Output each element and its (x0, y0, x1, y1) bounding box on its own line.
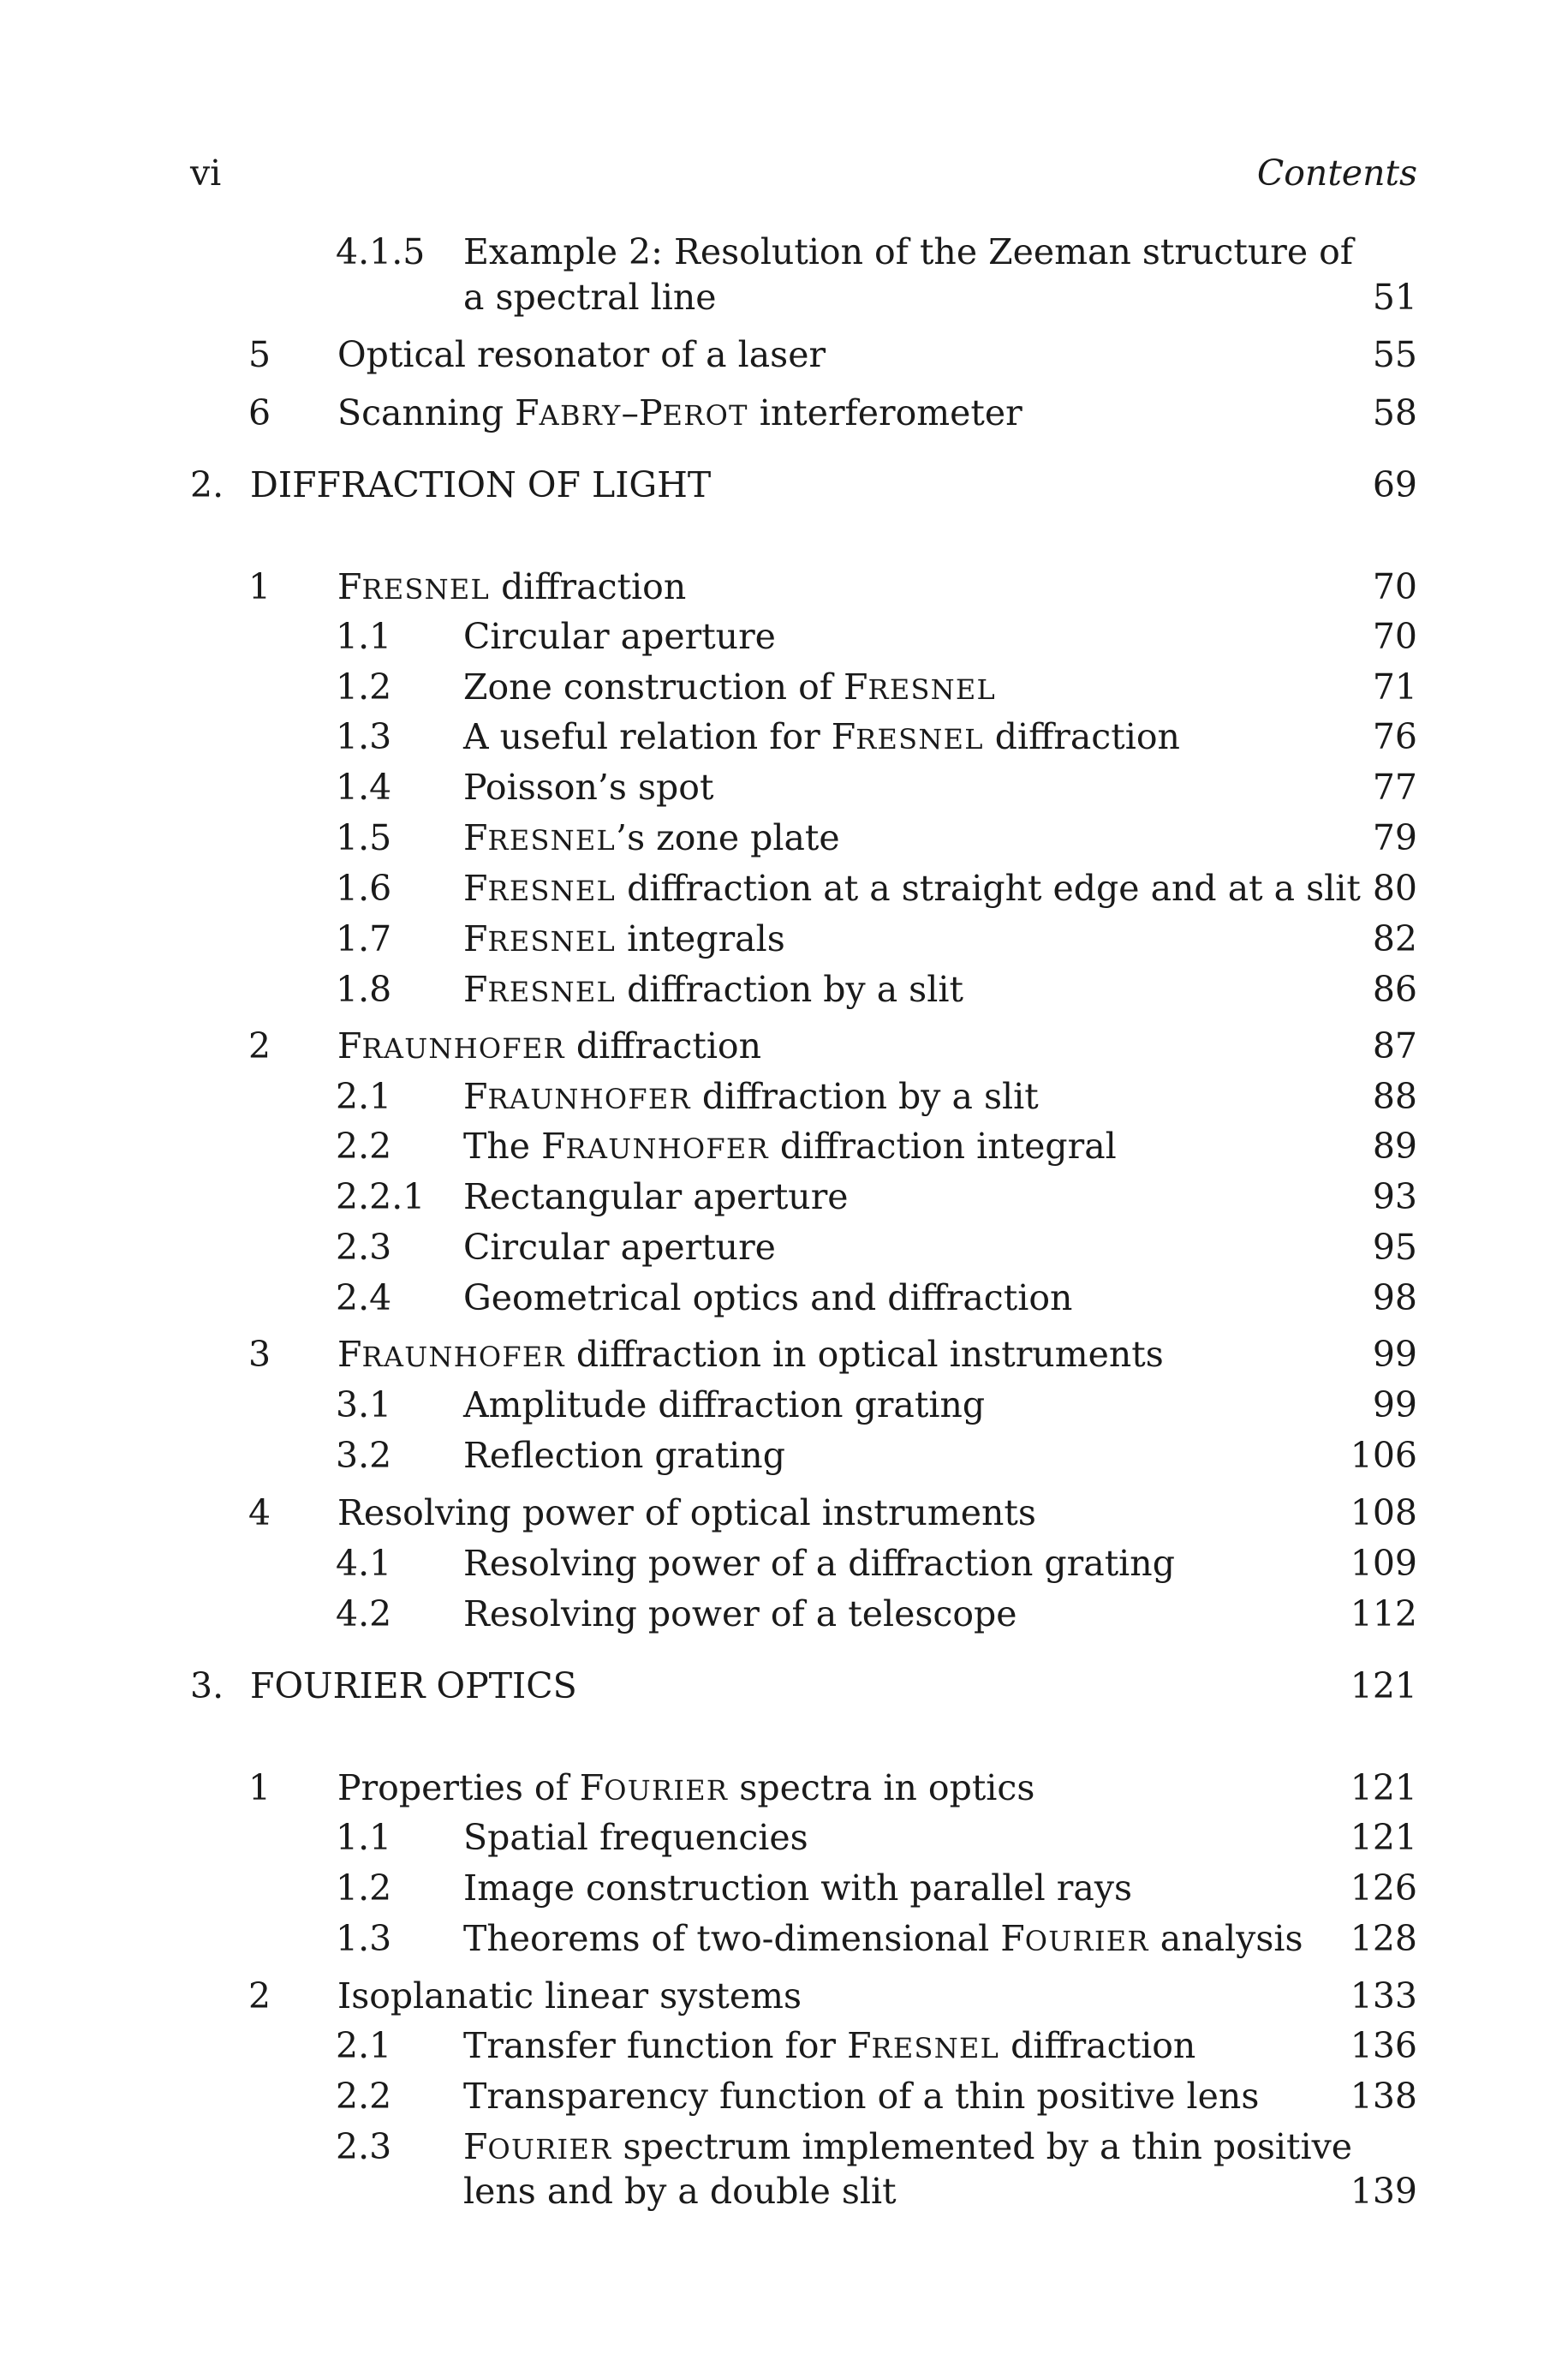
section-title (463, 716, 1180, 757)
section-number: 1.5 (336, 817, 392, 858)
page-number: 70 (1372, 566, 1417, 607)
section-title: DIFFRACTION OF LIGHT (250, 464, 712, 505)
section-title: Circular aperture (463, 616, 776, 657)
title-text: interferometer (748, 392, 1022, 433)
title-text: diffraction in optical instruments (564, 1334, 1164, 1375)
page-number: 71 (1372, 666, 1417, 708)
author-name: FOURIER (463, 2126, 612, 2167)
section-title (337, 566, 686, 607)
author-name: FRESNEL (337, 566, 491, 607)
page-number: 88 (1372, 1076, 1417, 1117)
section-number: 4.1 (336, 1543, 392, 1584)
title-text: spectrum implemented by a thin positive (611, 2126, 1353, 2167)
author-name: FRESNEL (463, 868, 617, 909)
section-number: 3. (190, 1665, 224, 1706)
title-text: Theorems of two-dimensional (463, 1918, 1001, 1959)
section-number: 1 (248, 566, 271, 607)
title-text: spectra in optics (728, 1767, 1035, 1808)
page-number: 69 (1372, 464, 1417, 505)
section-number: 1.6 (336, 868, 392, 909)
author-name: FABRY–PEROT (515, 392, 748, 433)
page-number: 95 (1372, 1227, 1417, 1268)
section-title (463, 918, 785, 959)
page-number: 121 (1350, 1817, 1417, 1858)
title-text: diffraction by a slit (616, 969, 963, 1010)
page-number: 77 (1372, 767, 1417, 808)
section-number: 2.3 (336, 2126, 392, 2167)
author-name: FRESNEL (847, 2025, 1000, 2066)
author-name: FRESNEL (463, 969, 617, 1010)
page-number: 76 (1372, 716, 1417, 757)
author-name: FRAUNHOFER (337, 1025, 565, 1067)
section-title (463, 1918, 1303, 1959)
section-title (337, 1025, 761, 1067)
page-number: 99 (1372, 1384, 1417, 1425)
section-title: Optical resonator of a laser (337, 334, 826, 375)
section-number: 1.2 (336, 666, 392, 708)
page-number: 99 (1372, 1334, 1417, 1375)
author-name: FOURIER (579, 1767, 729, 1808)
section-number: 5 (248, 334, 271, 375)
title-text: analysis (1148, 1918, 1303, 1959)
section-title-continuation: lens and by a double slit (463, 2171, 897, 2212)
section-number: 1.1 (336, 616, 392, 657)
section-number: 2.1 (336, 1076, 392, 1117)
section-title (463, 817, 840, 858)
page-number: 121 (1350, 1665, 1417, 1706)
page-number: 98 (1372, 1277, 1417, 1318)
running-head: Contents (1256, 152, 1417, 194)
section-title: Amplitude diffraction grating (463, 1384, 986, 1425)
section-title: Resolving power of optical instruments (337, 1492, 1036, 1533)
page-number: 82 (1372, 918, 1417, 959)
section-title: Geometrical optics and diffraction (463, 1277, 1073, 1318)
section-title: Poisson’s spot (463, 767, 714, 808)
section-title: Circular aperture (463, 1227, 776, 1268)
section-number: 1.4 (336, 767, 392, 808)
author-name: FOURIER (1000, 1918, 1149, 1959)
author-name: FRESNEL (831, 716, 984, 757)
section-number: 3 (248, 1334, 271, 1375)
author-name: FRESNEL (844, 666, 997, 708)
page-number: 70 (1372, 616, 1417, 657)
section-title: Reflection grating (463, 1435, 785, 1476)
section-number: 1.3 (336, 716, 392, 757)
author-name: FRAUNHOFER (541, 1126, 769, 1167)
section-number: 4.1.5 (336, 231, 426, 272)
section-number: 1 (248, 1767, 271, 1808)
section-title: Resolving power of a diffraction grating (463, 1543, 1175, 1584)
page-number: 58 (1372, 392, 1417, 433)
page-number: 87 (1372, 1025, 1417, 1067)
section-number: 1.7 (336, 918, 392, 959)
section-title (463, 2025, 1195, 2066)
title-text: diffraction (983, 716, 1180, 757)
section-title (463, 666, 996, 708)
title-text: diffraction integral (768, 1126, 1117, 1167)
section-title: FOURIER OPTICS (250, 1665, 577, 1706)
section-title: Rectangular aperture (463, 1176, 849, 1217)
section-number: 3.2 (336, 1435, 392, 1476)
title-text: diffraction at a straight edge and at a slit (616, 868, 1361, 909)
title-text: diffraction by a slit (690, 1076, 1039, 1117)
page-number: 51 (1372, 277, 1417, 318)
section-number: 1.2 (336, 1867, 392, 1909)
section-number: 2. (190, 464, 224, 505)
title-text: Zone construction of (463, 666, 844, 708)
section-title (463, 868, 1361, 909)
section-number: 2.2.1 (336, 1176, 426, 1217)
title-text: diffraction (490, 566, 687, 607)
title-text: The (463, 1126, 542, 1167)
page-number: 126 (1350, 1867, 1417, 1909)
title-text: Transfer function for (463, 2025, 848, 2066)
section-title: Isoplanatic linear systems (337, 1975, 802, 2017)
author-name: FRESNEL (463, 817, 617, 858)
section-title-continuation: a spectral line (463, 277, 717, 318)
page-number: 128 (1350, 1918, 1417, 1959)
page-folio: vi (190, 152, 222, 194)
page-number: 109 (1350, 1543, 1417, 1584)
title-text: diffraction (999, 2025, 1196, 2066)
page-number: 55 (1372, 334, 1417, 375)
page-number: 108 (1350, 1492, 1417, 1533)
section-title: Transparency function of a thin positive lens (463, 2076, 1260, 2117)
section-title: Example 2: Resolution of the Zeeman structure of (463, 231, 1354, 272)
title-text: A useful relation for (463, 716, 832, 757)
section-number: 4.2 (336, 1593, 392, 1634)
section-number: 2.2 (336, 2076, 392, 2117)
section-title (463, 969, 963, 1010)
section-number: 2.3 (336, 1227, 392, 1268)
section-title (337, 1767, 1034, 1808)
page-number: 93 (1372, 1176, 1417, 1217)
section-number: 2 (248, 1025, 271, 1067)
section-title: Spatial frequencies (463, 1817, 808, 1858)
section-number: 2.1 (336, 2025, 392, 2066)
section-number: 2.4 (336, 1277, 392, 1318)
section-number: 4 (248, 1492, 271, 1533)
section-title (463, 2126, 1352, 2167)
section-title: Image construction with parallel rays (463, 1867, 1133, 1909)
section-number: 2 (248, 1975, 271, 2017)
title-text: diffraction (564, 1025, 762, 1067)
title-text: ’s zone plate (616, 817, 840, 858)
page-number: 89 (1372, 1126, 1417, 1167)
section-title (463, 1076, 1039, 1117)
author-name: FRESNEL (463, 918, 617, 959)
section-number: 3.1 (336, 1384, 392, 1425)
page-number: 80 (1372, 868, 1417, 909)
page-number: 121 (1350, 1767, 1417, 1808)
section-title (337, 1334, 1164, 1375)
section-title (337, 392, 1022, 433)
page-number: 86 (1372, 969, 1417, 1010)
author-name: FRAUNHOFER (337, 1334, 565, 1375)
page-number: 112 (1350, 1593, 1417, 1634)
title-text: Scanning (337, 392, 516, 433)
section-number: 2.2 (336, 1126, 392, 1167)
section-number: 6 (248, 392, 271, 433)
title-text: Properties of (337, 1767, 580, 1808)
page-number: 138 (1350, 2076, 1417, 2117)
page-number: 139 (1350, 2171, 1417, 2212)
page-number: 79 (1372, 817, 1417, 858)
page-number: 136 (1350, 2025, 1417, 2066)
author-name: FRAUNHOFER (463, 1076, 691, 1117)
section-number: 1.8 (336, 969, 392, 1010)
section-title (463, 1126, 1117, 1167)
section-number: 1.1 (336, 1817, 392, 1858)
title-text: integrals (616, 918, 785, 959)
section-number: 1.3 (336, 1918, 392, 1959)
page-number: 133 (1350, 1975, 1417, 2017)
page-number: 106 (1350, 1435, 1417, 1476)
section-title: Resolving power of a telescope (463, 1593, 1017, 1634)
